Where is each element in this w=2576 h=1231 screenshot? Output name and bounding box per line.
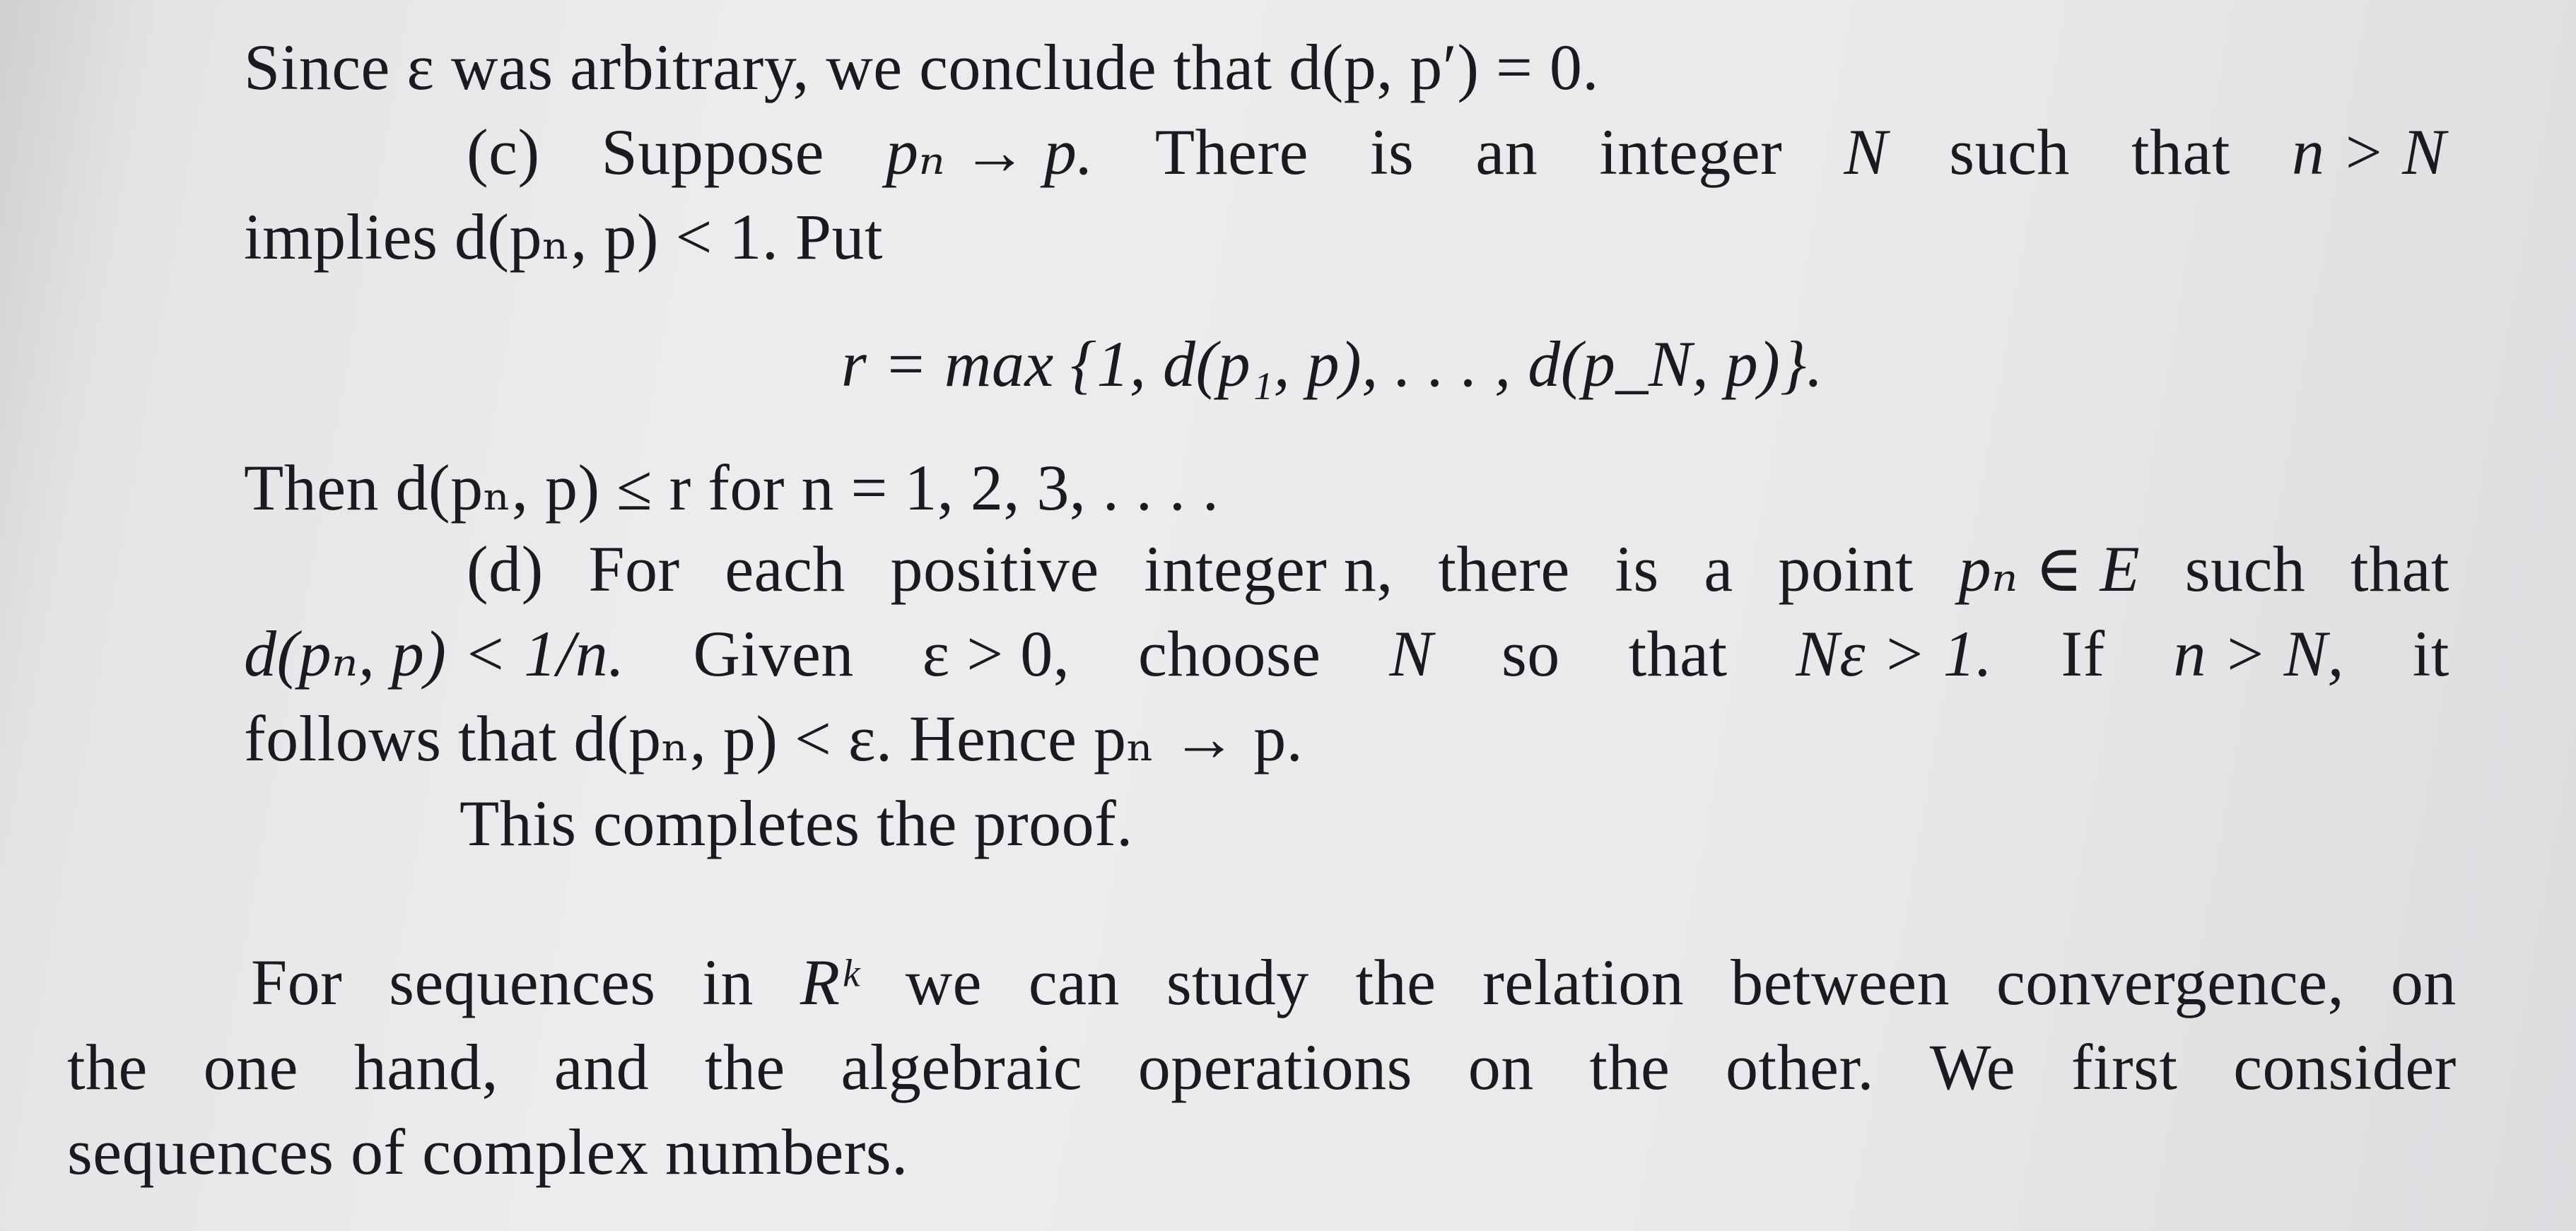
word: a xyxy=(1704,533,1733,605)
line-implies: implies d(pₙ, p) < 1. Put xyxy=(244,201,884,273)
line-one-hand xyxy=(67,1028,2457,1106)
word: Suppose xyxy=(601,116,824,188)
word: such xyxy=(2184,533,2306,605)
math-d-lt-1-over-n: d(pₙ, p) < 1/n. xyxy=(244,618,625,690)
word: the xyxy=(1355,946,1436,1018)
math-n-gt-N: n > N xyxy=(2292,116,2446,188)
math-N: N xyxy=(1389,618,1434,690)
math-eps-gt-0: ε > 0, xyxy=(922,618,1070,690)
word: We xyxy=(1929,1031,2016,1103)
word: consider xyxy=(2233,1031,2457,1103)
word: choose xyxy=(1138,618,1321,690)
word: convergence, xyxy=(1996,946,2345,1018)
word: hand, xyxy=(353,1031,499,1103)
math-N: N xyxy=(1844,116,1888,188)
word: If xyxy=(2061,618,2105,690)
line-follows: follows that d(pₙ, p) < ε. Hence pₙ → p. xyxy=(244,702,1304,774)
math-pn-to-p: pₙ → p. xyxy=(886,116,1094,188)
word: can xyxy=(1028,946,1120,1018)
word: the xyxy=(67,1031,148,1103)
word: positive xyxy=(890,533,1099,605)
word: an xyxy=(1475,116,1538,188)
word: it xyxy=(2412,618,2449,690)
line-part-c-intro xyxy=(467,113,2446,191)
word: study xyxy=(1166,946,1309,1018)
word: integer n, xyxy=(1144,533,1393,605)
word: so xyxy=(1501,618,1560,690)
word: we xyxy=(905,946,982,1018)
word: integer xyxy=(1599,116,1783,188)
word: on xyxy=(2390,946,2457,1018)
word: sequences xyxy=(389,946,656,1018)
word: is xyxy=(1369,116,1415,188)
display-equation-r-max: r = max {1, d(p₁, p), . . . , d(p_N, p)}. xyxy=(841,328,1824,400)
line-sequences-rk xyxy=(251,943,2457,1021)
word: point xyxy=(1778,533,1914,605)
word: that xyxy=(2350,533,2449,605)
word: other. xyxy=(1726,1031,1875,1103)
line-part-d-intro xyxy=(467,530,2449,608)
word: each xyxy=(725,533,845,605)
word: is xyxy=(1615,533,1659,605)
line-given-epsilon xyxy=(244,615,2449,693)
word: such xyxy=(1949,116,2070,188)
word: algebraic xyxy=(841,1031,1083,1103)
line-complex-numbers: sequences of complex numbers. xyxy=(67,1116,908,1188)
word: there xyxy=(1438,533,1570,605)
word: the xyxy=(704,1031,785,1103)
math-Rk: Rᵏ xyxy=(800,946,859,1018)
word: one xyxy=(203,1031,298,1103)
math-n-gt-N: n > N, xyxy=(2173,618,2344,690)
math-N-eps-gt-1: Nε > 1. xyxy=(1796,618,1993,690)
word: operations xyxy=(1137,1031,1412,1103)
word: the xyxy=(1589,1031,1670,1103)
part-d-label: (d) xyxy=(467,533,544,605)
word: Given xyxy=(693,618,854,690)
word: For xyxy=(588,533,680,605)
word: and xyxy=(554,1031,650,1103)
word: that xyxy=(1628,618,1728,690)
line-proof-complete: This completes the proof. xyxy=(459,787,1133,859)
word: relation xyxy=(1482,946,1685,1018)
line-conclusion: Since ε was arbitrary, we conclude that d(p, p′) = 0. xyxy=(244,31,1599,103)
word: between xyxy=(1731,946,1950,1018)
word: first xyxy=(2071,1031,2178,1103)
line-then-bound: Then d(pₙ, p) ≤ r for n = 1, 2, 3, . . . . xyxy=(244,452,1219,524)
word: on xyxy=(1468,1031,1534,1103)
word: There xyxy=(1154,116,1309,188)
word: that xyxy=(2131,116,2230,188)
part-c-label: (c) xyxy=(467,116,540,188)
math-pn-in-E: pₙ ∈ E xyxy=(1958,533,2141,605)
word: For xyxy=(251,946,343,1018)
word: in xyxy=(702,946,754,1018)
